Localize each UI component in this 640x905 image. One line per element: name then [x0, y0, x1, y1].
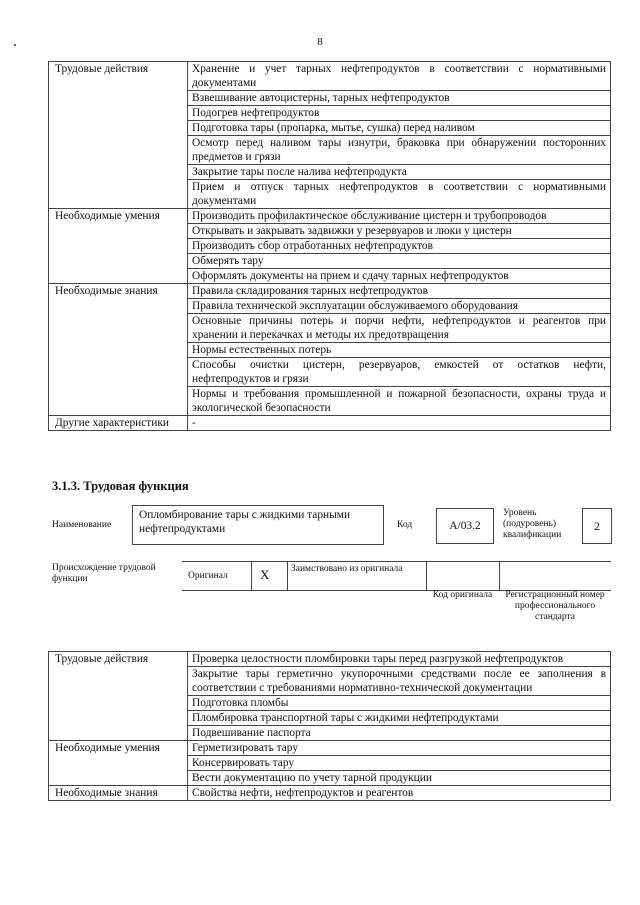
table-row — [49, 741, 611, 756]
row-item: Герметизировать тару — [188, 741, 611, 756]
row-item: Закрытие тары после налива нефтепродукта — [188, 165, 611, 180]
original-mark-cell — [251, 562, 288, 590]
original-label: Оригинал — [188, 571, 228, 581]
row-item: Правила складирования тарных нефтепродуктов — [188, 284, 611, 299]
row-item: Подготовка тары (пропарка, мытье, сушка) перед наливом — [188, 121, 611, 136]
row-item: Хранение и учет тарных нефтепродуктов в соответствии с нормативными документами — [188, 62, 611, 91]
original-cell — [182, 562, 252, 590]
row-item: Нормы и требования промышленной и пожарной безопасности, охраны труда и экологической безопасности — [188, 387, 611, 416]
table-row — [49, 284, 611, 299]
row-item: - — [188, 416, 611, 431]
registration-caption: Регистрационный номер профессионального стандарта — [505, 590, 605, 622]
table-row — [49, 209, 611, 224]
row-item: Консервировать тару — [188, 756, 611, 771]
row-item: Открывать и закрывать задвижки у резервуаров и люки у цистерн — [188, 224, 611, 239]
row-label: Необходимые знания — [49, 284, 188, 416]
row-item: Оформлять документы на прием и сдачу тарных нефтепродуктов — [188, 269, 611, 284]
row-item: Правила технической эксплуатации обслуживаемого оборудования — [188, 299, 611, 314]
row-label: Необходимые знания — [49, 786, 188, 801]
table-row — [49, 652, 611, 667]
row-item: Прием и отпуск тарных нефтепродуктов в соответствии с нормативными документами — [188, 180, 611, 209]
level-label: Уровень (подуровень) квалификации — [503, 508, 562, 540]
row-label: Другие характеристики — [49, 416, 188, 431]
qualification-level-field: 2 — [582, 508, 612, 544]
registration-number-cell — [499, 562, 610, 590]
borrowed-label: Заимствовано из оригинала — [291, 564, 403, 574]
row-item: Производить сбор отработанных нефтепродуктов — [188, 239, 611, 254]
original-code-cell — [426, 562, 500, 590]
row-item: Основные причины потерь и порчи нефти, нефтепродуктов и реагентов при хранении и перекачках и методы их предотвращения — [188, 314, 611, 343]
code-label: Код — [397, 520, 413, 530]
row-item: Проверка целостности пломбировки тары перед разгрузкой нефтепродуктов — [188, 652, 611, 667]
table-row — [49, 786, 611, 801]
row-item: Подготовка пломбы — [188, 696, 611, 711]
section-title: 3.1.3. Трудовая функция — [52, 479, 189, 493]
row-item: Подвешивание паспорта — [188, 726, 611, 741]
row-item: Пломбировка транспортной тары с жидкими нефтепродуктами — [188, 711, 611, 726]
borrowed-cell — [287, 562, 427, 590]
table-row — [49, 416, 611, 431]
row-item: Подогрев нефтепродуктов — [188, 106, 611, 121]
row-item: Обмерять тару — [188, 254, 611, 269]
row-item: Способы очистки цистерн, резервуаров, емкостей от остатков нефти, нефтепродуктов и грязи — [188, 358, 611, 387]
table-row — [49, 62, 611, 91]
function-name-field: Опломбирование тары с жидкими тарными нефтепродуктами — [132, 505, 384, 545]
name-label: Наименование — [52, 520, 112, 530]
row-item: Закрытие тары герметично укупорочными средствами после ее заполнения в соответствии с требованиями нормативно-технической документации — [188, 667, 611, 696]
code-original-caption: Код оригинала — [432, 590, 493, 600]
row-item: Нормы естественных потерь — [188, 343, 611, 358]
row-item: Производить профилактическое обслуживание цистерн и трубопроводов — [188, 209, 611, 224]
row-label: Необходимые умения — [49, 209, 188, 284]
row-item: Свойства нефти, нефтепродуктов и реагентов — [188, 786, 611, 801]
labor-function-table-2 — [48, 651, 611, 801]
row-item: Осмотр перед наливом тары изнутри, браковка при обнаружении посторонних предметов и грязи — [188, 136, 611, 165]
row-label: Трудовые действия — [49, 62, 188, 209]
function-code-field: A/03.2 — [436, 508, 494, 544]
row-label: Необходимые умения — [49, 741, 188, 786]
row-item: Взвешивание автоцистерны, тарных нефтепродуктов — [188, 91, 611, 106]
page-number: 8 — [317, 36, 323, 48]
labor-function-table-1 — [48, 61, 611, 431]
origin-label: Происхождение трудовой функции — [52, 563, 156, 584]
row-item: Вести документацию по учету тарной продукции — [188, 771, 611, 786]
origin-row — [182, 561, 611, 591]
row-label: Трудовые действия — [49, 652, 188, 741]
original-mark: X — [260, 567, 270, 582]
